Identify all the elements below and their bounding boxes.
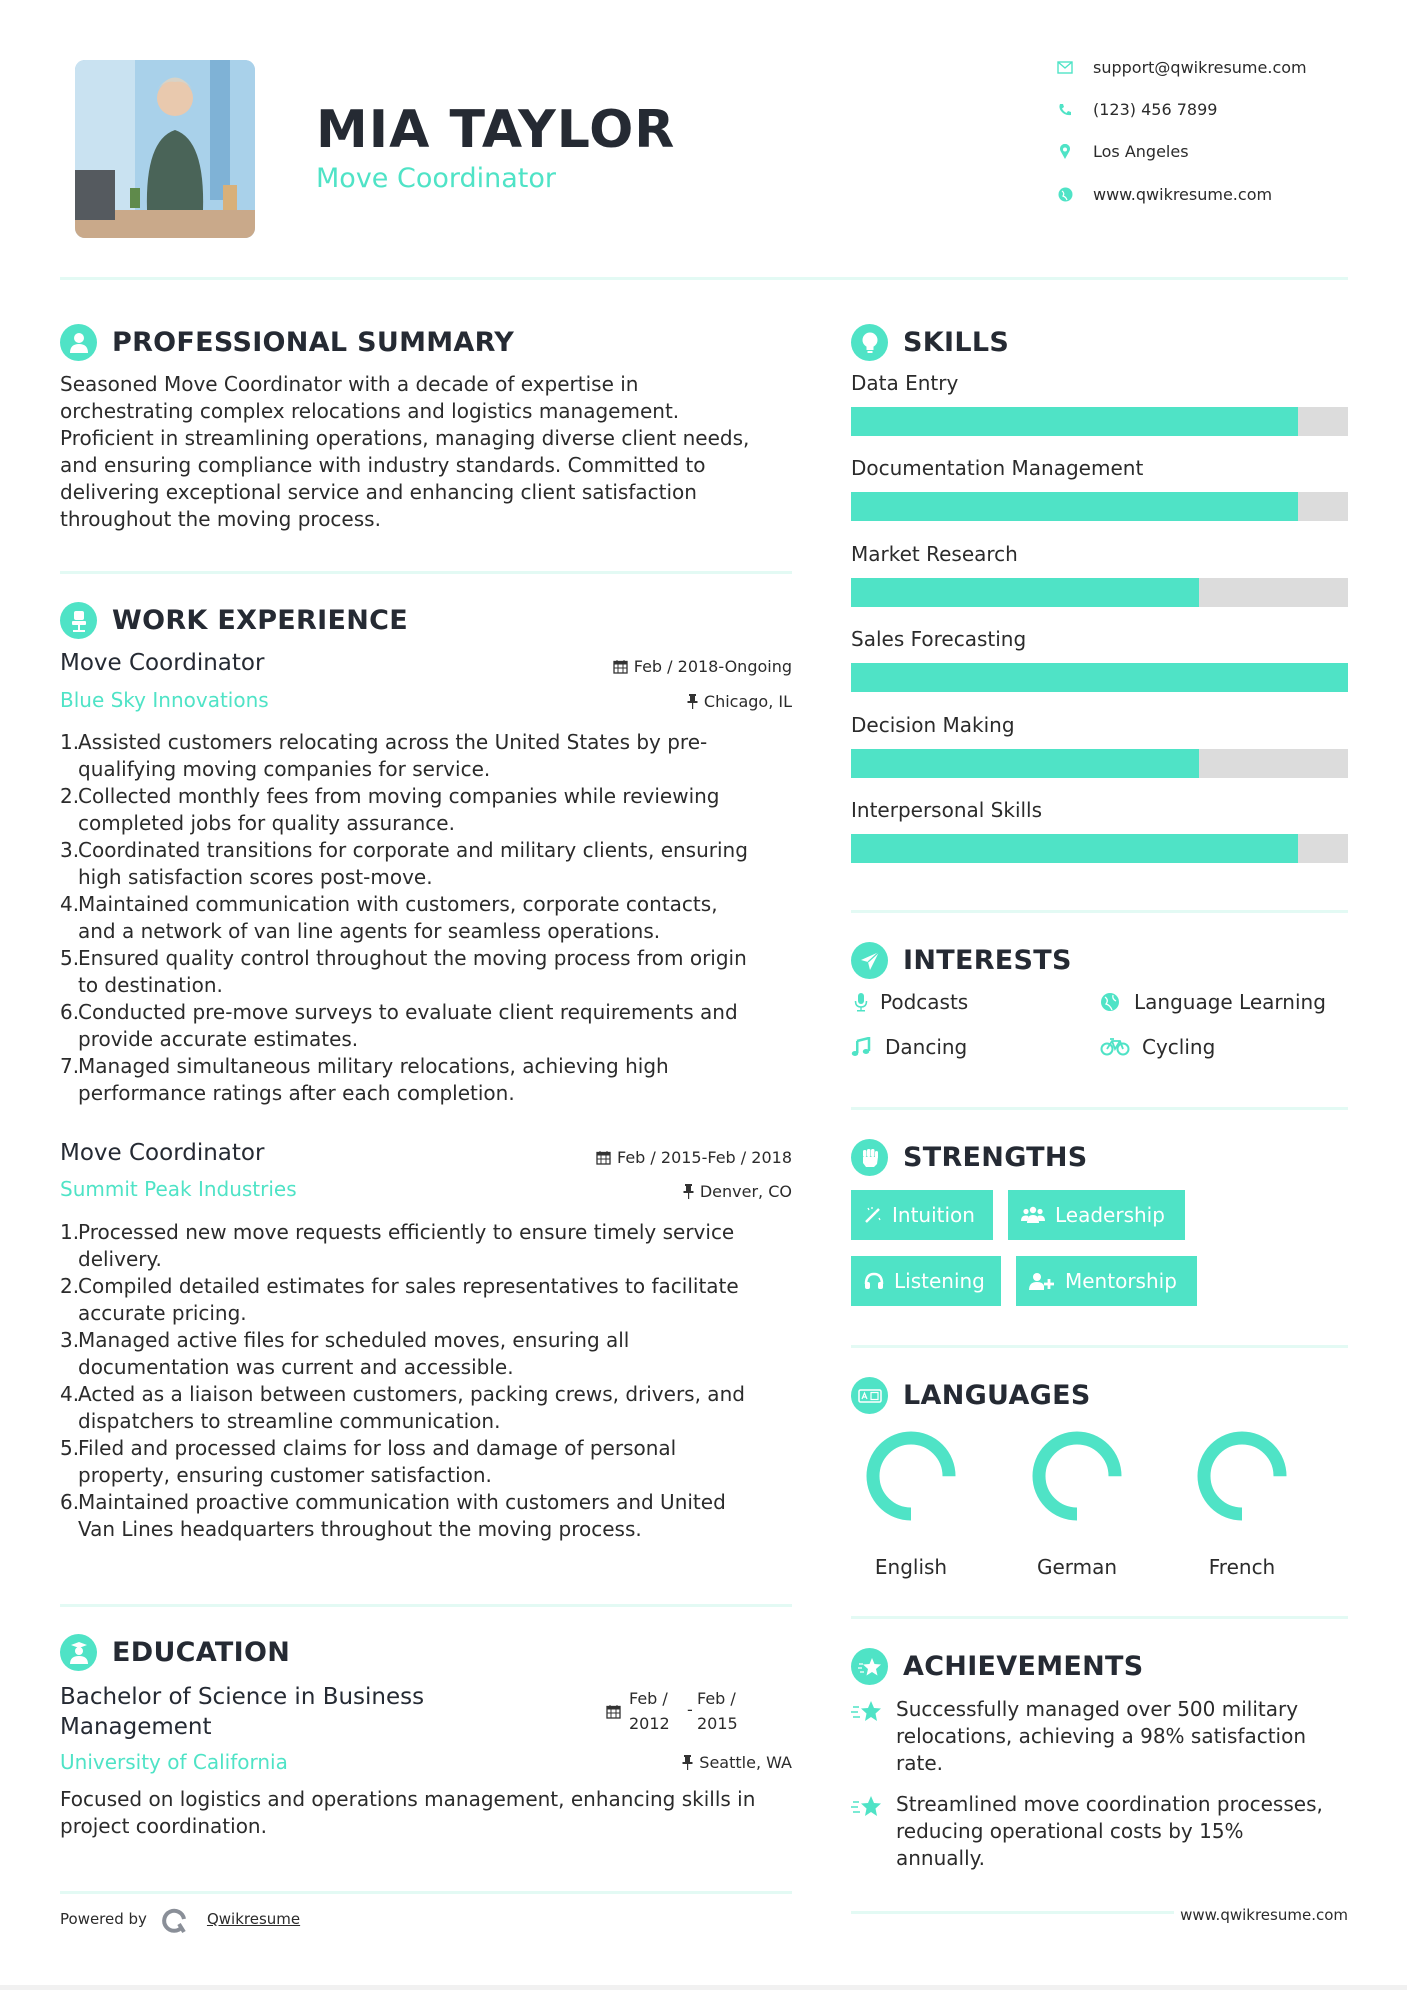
language-german bbox=[1017, 1430, 1137, 1579]
interests-section-header bbox=[851, 942, 1072, 979]
education-heading: EDUCATION bbox=[112, 1637, 291, 1668]
achievement-item bbox=[851, 1791, 1351, 1872]
interest-cycling: Cycling bbox=[1100, 1035, 1215, 1059]
achievement-text: Successfully managed over 500 military relocations, achieving a 98% satisfaction rate. bbox=[896, 1697, 1307, 1775]
phone-icon bbox=[1055, 103, 1075, 117]
skill-bar bbox=[851, 407, 1348, 436]
skill-label: Decision Making bbox=[851, 713, 1015, 737]
languages-section-header bbox=[851, 1377, 1091, 1414]
star-icon bbox=[851, 1696, 896, 1777]
skill-bar bbox=[851, 578, 1348, 607]
magic-wand-icon bbox=[864, 1206, 882, 1224]
job-1-title: Move Coordinator bbox=[60, 650, 265, 676]
languages-divider bbox=[851, 1616, 1348, 1619]
degree-line: Bachelor of Science in Business bbox=[60, 1684, 425, 1710]
office-chair-icon bbox=[60, 602, 97, 639]
skill-item bbox=[851, 542, 1348, 607]
education-start: Feb / 2012 bbox=[629, 1689, 670, 1733]
summary-divider bbox=[60, 571, 792, 574]
star-badge-icon bbox=[851, 1648, 888, 1685]
language-label: German bbox=[1036, 1555, 1118, 1579]
list-item: 2. Compiled detailed estimates for sales representatives to facilitate accurate pricing. bbox=[60, 1274, 739, 1325]
contact-website-text: www.qwikresume.com bbox=[1093, 185, 1273, 204]
list-item: 7. Managed simultaneous military relocations, achieving high performance ratings after each completion. bbox=[60, 1054, 669, 1105]
language-ring bbox=[1031, 1430, 1123, 1522]
fist-icon bbox=[851, 1139, 888, 1176]
education-location-text: Seattle, WA bbox=[699, 1753, 792, 1772]
lightbulb-icon bbox=[851, 324, 888, 361]
achievements-heading: ACHIEVEMENTS bbox=[903, 1651, 1144, 1682]
job-2-bullets bbox=[60, 1219, 818, 1543]
achievement-text: Streamlined move coordination processes, reducing operational costs by 15% annually. bbox=[896, 1792, 1323, 1870]
calendar-icon bbox=[606, 1704, 621, 1719]
calendar-icon bbox=[613, 659, 628, 674]
translate-icon bbox=[851, 1377, 888, 1414]
language-english bbox=[851, 1430, 971, 1579]
skill-label: Sales Forecasting bbox=[851, 627, 1027, 651]
job-2-location bbox=[683, 1182, 792, 1201]
header-divider bbox=[60, 277, 1348, 280]
summary-line: and ensuring compliance with industry standards. Committed to bbox=[60, 453, 706, 477]
list-item: 5. Filed and processed claims for loss and damage of personal property, ensuring customer satisfaction. bbox=[60, 1436, 677, 1487]
job-1-company: Blue Sky Innovations bbox=[60, 688, 269, 712]
job-1-location-text: Chicago, IL bbox=[703, 692, 792, 711]
contact-email-text: support@qwikresume.com bbox=[1093, 58, 1307, 77]
contact-location bbox=[1055, 142, 1189, 161]
footer-website[interactable]: www.qwikresume.com bbox=[1174, 1906, 1348, 1924]
list-item: 1. Processed new move requests efficiently to ensure timely service delivery. bbox=[60, 1220, 735, 1271]
email-icon bbox=[1055, 61, 1075, 74]
strength-chip-listening: Listening bbox=[851, 1256, 1001, 1306]
summary-line: delivering exceptional service and enhancing client satisfaction bbox=[60, 480, 697, 504]
interest-language-learning: Language Learning bbox=[1100, 990, 1326, 1014]
list-item: 6. Conducted pre-move surveys to evaluate client requirements and provide accurate estimates. bbox=[60, 1000, 738, 1051]
interest-dancing: Dancing bbox=[851, 1035, 967, 1059]
strengths-divider bbox=[851, 1345, 1348, 1348]
interest-podcasts: Podcasts bbox=[851, 990, 968, 1014]
qwikresume-link[interactable]: Qwikresume bbox=[206, 1910, 301, 1928]
profile-photo-illustration bbox=[75, 60, 255, 238]
contact-phone[interactable] bbox=[1055, 100, 1217, 119]
degree-line: Management bbox=[60, 1714, 212, 1740]
summary-line: Seasoned Move Coordinator with a decade of expertise in bbox=[60, 372, 639, 396]
job-1-dates bbox=[613, 657, 792, 676]
experience-section-header bbox=[60, 602, 408, 639]
job-1-location bbox=[687, 692, 792, 711]
headphones-icon bbox=[864, 1272, 884, 1290]
experience-divider bbox=[60, 1604, 792, 1607]
skills-section-header bbox=[851, 324, 1009, 361]
globe-icon bbox=[1055, 187, 1075, 202]
job-2-dates bbox=[596, 1148, 792, 1167]
microphone-icon bbox=[851, 992, 871, 1012]
skill-bar bbox=[851, 834, 1348, 863]
star-icon bbox=[851, 1791, 896, 1872]
interests-heading: INTERESTS bbox=[903, 945, 1072, 976]
strengths-section-header bbox=[851, 1139, 1088, 1176]
strength-chip-mentorship: Mentorship bbox=[1016, 1256, 1197, 1306]
skill-label: Market Research bbox=[851, 542, 1018, 566]
skill-item bbox=[851, 627, 1348, 692]
job-1-bullets bbox=[60, 729, 818, 1107]
skill-bar bbox=[851, 749, 1348, 778]
candidate-title: Move Coordinator bbox=[316, 163, 557, 194]
language-ring bbox=[865, 1430, 957, 1522]
paper-plane-icon bbox=[851, 942, 888, 979]
user-icon bbox=[60, 324, 97, 361]
skill-item bbox=[851, 713, 1348, 778]
profile-photo bbox=[75, 60, 255, 238]
summary-line: orchestrating complex relocations and logistics management. bbox=[60, 399, 680, 423]
list-item: 4. Maintained communication with customers, corporate contacts, and a network of van line agents for seamless operations. bbox=[60, 892, 718, 943]
contact-website[interactable] bbox=[1055, 185, 1272, 204]
job-2-location-text: Denver, CO bbox=[699, 1182, 792, 1201]
skill-label: Interpersonal Skills bbox=[851, 798, 1043, 822]
left-footer-divider bbox=[60, 1891, 792, 1894]
skill-label: Data Entry bbox=[851, 371, 959, 395]
education-description: Focused on logistics and operations management, enhancing skills in project coordination. bbox=[60, 1787, 756, 1838]
list-item: 1. Assisted customers relocating across the United States by pre- qualifying moving companies for service. bbox=[60, 730, 708, 781]
location-icon bbox=[1055, 144, 1075, 160]
skill-item bbox=[851, 456, 1348, 521]
skill-bar-fill bbox=[851, 407, 1298, 436]
job-2-company: Summit Peak Industries bbox=[60, 1177, 297, 1201]
calendar-icon bbox=[596, 1150, 611, 1165]
skill-bar-fill bbox=[851, 834, 1298, 863]
summary-line: Proficient in streamlining operations, managing diverse client needs, bbox=[60, 426, 750, 450]
candidate-name: MIA TAYLOR bbox=[316, 100, 676, 160]
contact-location-text: Los Angeles bbox=[1093, 142, 1189, 161]
skill-label: Documentation Management bbox=[851, 456, 1144, 480]
skill-bar bbox=[851, 492, 1348, 521]
education-dates bbox=[606, 1686, 738, 1736]
languages-heading: LANGUAGES bbox=[903, 1380, 1091, 1411]
list-item: 5. Ensured quality control throughout the moving process from origin to destination. bbox=[60, 946, 747, 997]
summary-section-header bbox=[60, 324, 514, 361]
interests-divider bbox=[851, 1107, 1348, 1110]
contact-phone-text: (123) 456 7899 bbox=[1093, 100, 1218, 119]
skill-item bbox=[851, 798, 1348, 863]
powered-by-label: Powered by bbox=[60, 1910, 147, 1928]
school-name: University of California bbox=[60, 1750, 288, 1774]
skill-item bbox=[851, 371, 1348, 436]
list-item: 2. Collected monthly fees from moving companies while reviewing completed jobs for quality assurance. bbox=[60, 784, 720, 835]
language-ring bbox=[1196, 1430, 1288, 1522]
job-2-dates-text: Feb / 2015-Feb / 2018 bbox=[617, 1148, 792, 1167]
achievements-section-header bbox=[851, 1648, 1144, 1685]
page-bottom-edge bbox=[0, 1985, 1407, 1990]
list-item: 4. Acted as a liaison between customers, packing crews, drivers, and dispatchers to streamline communication. bbox=[60, 1382, 745, 1433]
skill-bar-fill bbox=[851, 578, 1199, 607]
list-item: 3. Managed active files for scheduled moves, ensuring all documentation was current and accessible. bbox=[60, 1328, 630, 1379]
powered-by bbox=[60, 1904, 300, 1934]
language-label: French bbox=[1208, 1555, 1276, 1579]
user-plus-icon bbox=[1029, 1272, 1055, 1290]
music-icon bbox=[851, 1037, 871, 1057]
education-location bbox=[682, 1753, 792, 1772]
list-item: 3. Coordinated transitions for corporate and military clients, ensuring high satisfaction scores post-move. bbox=[60, 838, 748, 889]
qwikresume-logo-icon bbox=[161, 1904, 191, 1934]
skills-heading: SKILLS bbox=[903, 327, 1010, 358]
job-1-dates-text: Feb / 2018-Ongoing bbox=[633, 657, 792, 676]
date-separator: - bbox=[687, 1699, 693, 1719]
skills-divider bbox=[851, 910, 1348, 913]
education-end: Feb / 2015 bbox=[697, 1689, 738, 1733]
pushpin-icon bbox=[682, 1755, 693, 1770]
skill-bar bbox=[851, 663, 1348, 692]
degree-title bbox=[60, 1682, 424, 1742]
strength-chip-intuition: Intuition bbox=[851, 1190, 993, 1240]
pushpin-icon bbox=[683, 1184, 694, 1199]
experience-heading: WORK EXPERIENCE bbox=[112, 605, 408, 636]
education-section-header bbox=[60, 1634, 290, 1671]
achievement-item bbox=[851, 1696, 1351, 1777]
skill-bar-fill bbox=[851, 663, 1348, 692]
job-2-title: Move Coordinator bbox=[60, 1140, 265, 1166]
globe-icon bbox=[1100, 992, 1120, 1012]
strength-chip-leadership: Leadership bbox=[1008, 1190, 1185, 1240]
pushpin-icon bbox=[687, 694, 698, 709]
skill-bar-fill bbox=[851, 492, 1298, 521]
summary-line: throughout the moving process. bbox=[60, 507, 381, 531]
strengths-heading: STRENGTHS bbox=[903, 1142, 1088, 1173]
language-label: English bbox=[874, 1555, 948, 1579]
skill-bar-fill bbox=[851, 749, 1199, 778]
summary-text bbox=[60, 371, 800, 533]
bicycle-icon bbox=[1100, 1038, 1130, 1056]
graduate-icon bbox=[60, 1634, 97, 1671]
language-french bbox=[1182, 1430, 1302, 1579]
group-icon bbox=[1021, 1206, 1045, 1224]
list-item: 6. Maintained proactive communication with customers and United Van Lines headquarters throughout the moving process. bbox=[60, 1490, 726, 1541]
summary-heading: PROFESSIONAL SUMMARY bbox=[112, 327, 515, 358]
contact-email[interactable] bbox=[1055, 58, 1307, 77]
